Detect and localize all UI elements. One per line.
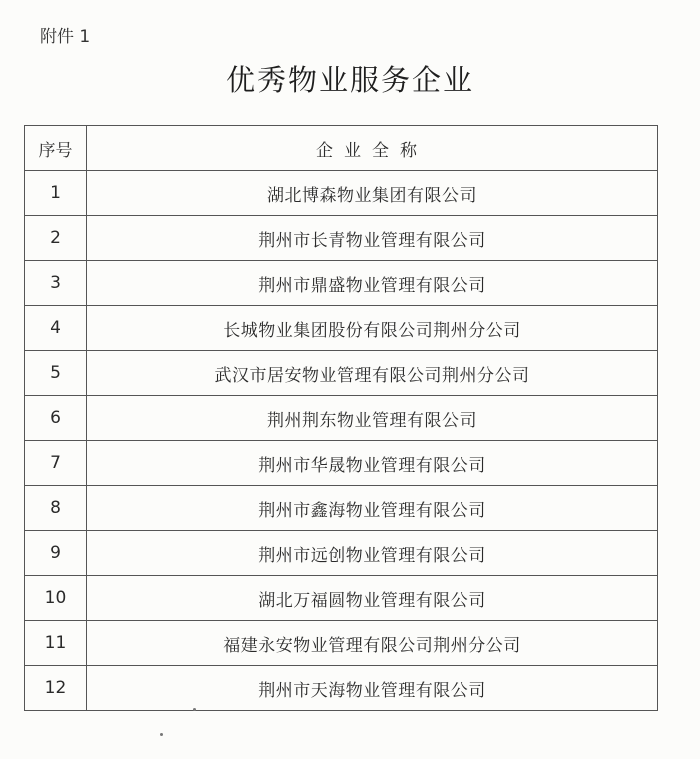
row-enterprise-name: 荆州市天海物业管理有限公司	[87, 666, 658, 711]
scan-speck	[160, 733, 163, 736]
row-number: 1	[25, 171, 87, 216]
table-row	[25, 396, 658, 441]
row-enterprise-name: 长城物业集团股份有限公司荆州分公司	[87, 306, 658, 351]
table-row	[25, 486, 658, 531]
row-enterprise-name: 湖北博森物业集团有限公司	[87, 171, 658, 216]
enterprise-table	[24, 125, 658, 711]
row-enterprise-name: 荆州市华晟物业管理有限公司	[87, 441, 658, 486]
row-number: 4	[25, 306, 87, 351]
table-row	[25, 351, 658, 396]
row-enterprise-name: 福建永安物业管理有限公司荆州分公司	[87, 621, 658, 666]
row-number: 6	[25, 396, 87, 441]
table-row	[25, 531, 658, 576]
row-enterprise-name: 荆州市长青物业管理有限公司	[87, 216, 658, 261]
row-number: 9	[25, 531, 87, 576]
row-number: 8	[25, 486, 87, 531]
row-number: 3	[25, 261, 87, 306]
header-enterprise-name: 企业全称	[87, 126, 658, 171]
row-number: 7	[25, 441, 87, 486]
attachment-label: 附件 1	[40, 27, 91, 47]
table-header-row	[25, 126, 658, 171]
row-number: 10	[25, 576, 87, 621]
page-title: 优秀物业服务企业	[225, 63, 474, 97]
scan-speck	[193, 708, 196, 711]
table-row	[25, 621, 658, 666]
header-number: 序号	[25, 126, 87, 171]
row-number: 5	[25, 351, 87, 396]
table-row	[25, 666, 658, 711]
row-enterprise-name: 荆州市远创物业管理有限公司	[87, 531, 658, 576]
table-row	[25, 441, 658, 486]
row-enterprise-name: 荆州荆东物业管理有限公司	[87, 396, 658, 441]
table-row	[25, 171, 658, 216]
table-row	[25, 306, 658, 351]
table-row	[25, 261, 658, 306]
table-row	[25, 216, 658, 261]
row-number: 11	[25, 621, 87, 666]
row-enterprise-name: 荆州市鑫海物业管理有限公司	[87, 486, 658, 531]
row-enterprise-name: 荆州市鼎盛物业管理有限公司	[87, 261, 658, 306]
table-row	[25, 576, 658, 621]
row-enterprise-name: 湖北万福圆物业管理有限公司	[87, 576, 658, 621]
row-enterprise-name: 武汉市居安物业管理有限公司荆州分公司	[87, 351, 658, 396]
row-number: 2	[25, 216, 87, 261]
row-number: 12	[25, 666, 87, 711]
